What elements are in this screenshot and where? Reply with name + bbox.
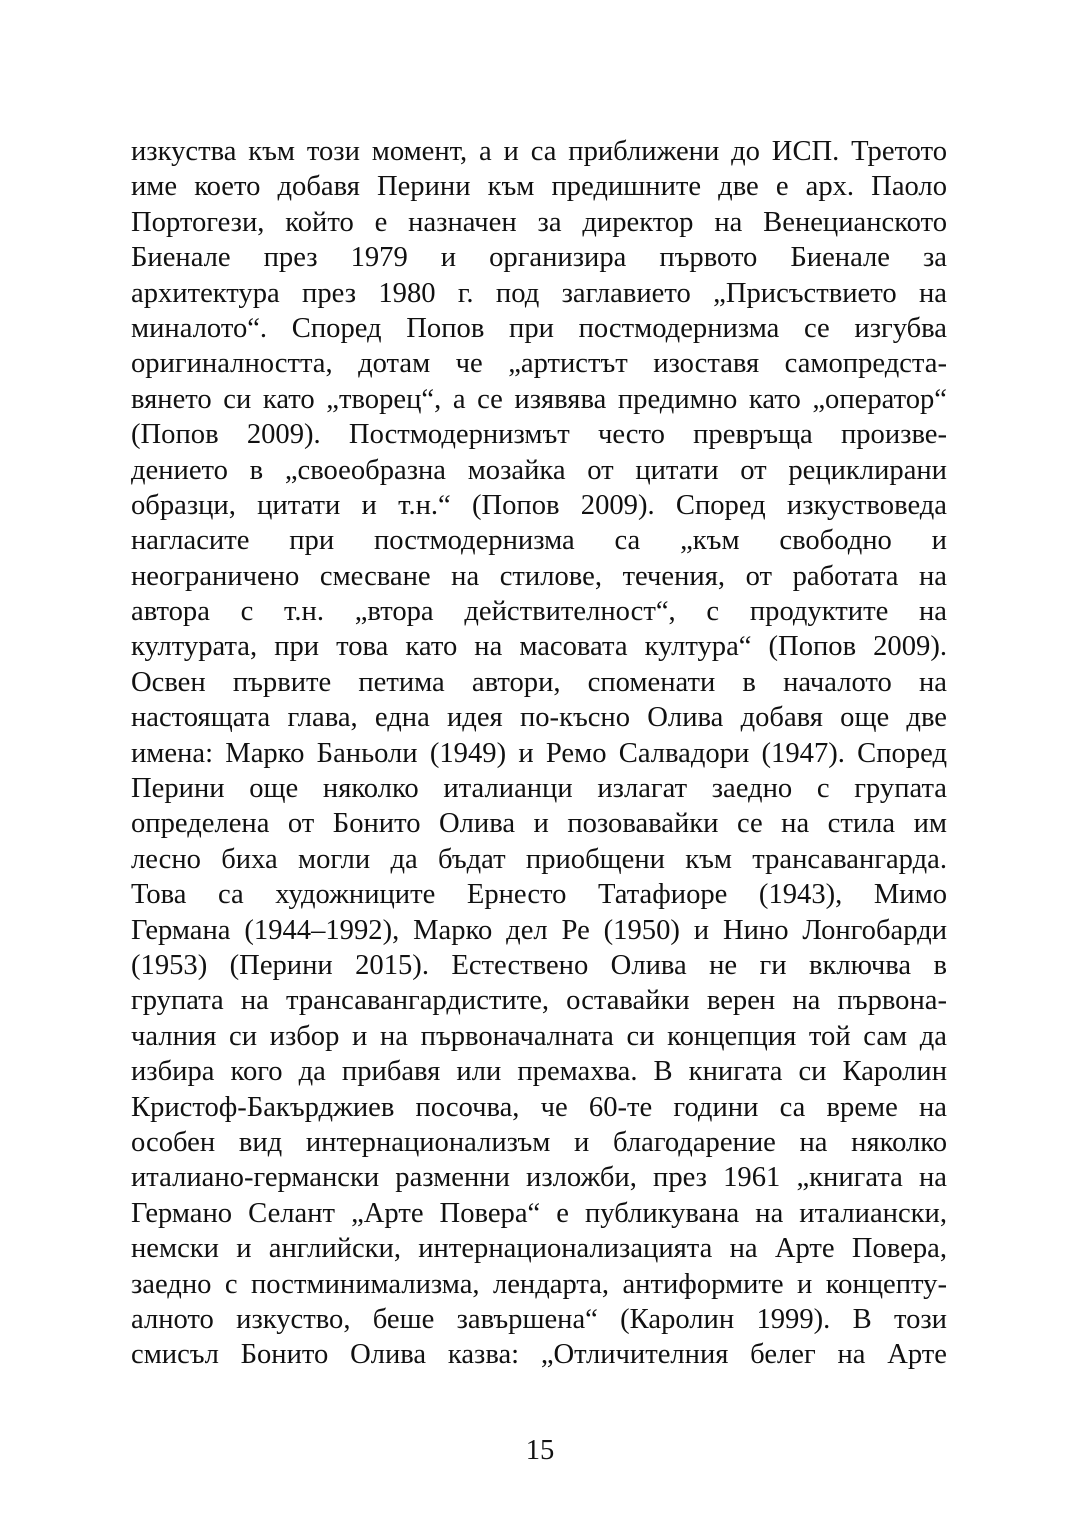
text-line: Портогези, който е назначен за директор на Венецианското (131, 206, 947, 238)
text-line: неограничено смесване на стилове, течения, от работата на (131, 560, 947, 592)
text-line: избира кого да прибавя или премахва. В книгата си Каролин (131, 1056, 947, 1088)
text-line: нагласите при постмодернизма са „към свободно и (131, 525, 947, 557)
text-line: Биенале през 1979 и организира първото Биенале за (131, 242, 947, 274)
text-line: смисъл Бонито Олива казва: „Отличителния белег на Арте (131, 1339, 947, 1371)
text-line: (Попов 2009). Постмодернизмът често превръща произве- (131, 419, 947, 451)
body-text (131, 134, 947, 1373)
text-line: вянето си като „творец“, а се изявява предимно като „оператор“ (131, 383, 947, 415)
text-line: Освен първите петима автори, споменати в началото на (131, 666, 947, 698)
text-line: Германо Селант „Арте Повера“ е публикувана на италиански, (131, 1197, 947, 1229)
text-line: миналото“. Според Попов при постмодернизма се изгубва (131, 312, 947, 344)
text-line: Перини още няколко италианци излагат заедно с групата (131, 773, 947, 805)
text-line: определена от Бонито Олива и позовавайки се на стила им (131, 808, 947, 840)
text-line: немски и английски, интернационализацията на Арте Повера, (131, 1233, 947, 1265)
text-line: чалния си избор и на първоначалната си концепция той сам да (131, 1020, 947, 1052)
text-line: оригиналността, дотам че „артистът изоставя самопредста- (131, 348, 947, 380)
text-line: автора с т.н. „втора действителност“, с продуктите на (131, 596, 947, 628)
text-line: дението в „своеобразна мозайка от цитати от рециклирани (131, 454, 947, 486)
text-line: Кристоф-Бакърджиев посочва, че 60-те години са време на (131, 1091, 947, 1123)
text-line: имена: Марко Баньоли (1949) и Ремо Салвадори (1947). Според (131, 737, 947, 769)
text-line: име което добавя Перини към предишните две е арх. Паоло (131, 171, 947, 203)
text-line: Това са художниците Ернесто Татафиоре (1943), Мимо (131, 879, 947, 911)
text-line: Германа (1944–1992), Марко дел Ре (1950) и Нино Лонгобарди (131, 914, 947, 946)
text-line: особен вид интернационализъм и благодарение на няколко (131, 1126, 947, 1158)
text-line: групата на трансавангардистите, оставайки верен на първона- (131, 985, 947, 1017)
text-line: италиано-германски разменни изложби, през 1961 „книгата на (131, 1162, 947, 1194)
text-line: изкуства към този момент, а и са приближени до ИСП. Третото (131, 136, 947, 167)
text-line: лесно биха могли да бъдат приобщени към трансавангарда. (131, 843, 947, 875)
text-line: образци, цитати и т.н.“ (Попов 2009). Според изкуствоведа (131, 489, 947, 521)
text-line: културата, при това като на масовата култура“ (Попов 2009). (131, 631, 947, 663)
text-line: настоящата глава, една идея по-късно Олива добавя още две (131, 702, 947, 734)
page-number: 15 (525, 1435, 555, 1466)
text-line: алното изкуство, беше завършена“ (Каролин 1999). В този (131, 1303, 947, 1335)
text-line: (1953) (Перини 2015). Естествено Олива не ги включва в (131, 949, 947, 981)
text-line: архитектура през 1980 г. под заглавието „Присъствието на (131, 277, 947, 309)
text-line: заедно с постминимализма, лендарта, антиформите и концепту- (131, 1268, 947, 1300)
